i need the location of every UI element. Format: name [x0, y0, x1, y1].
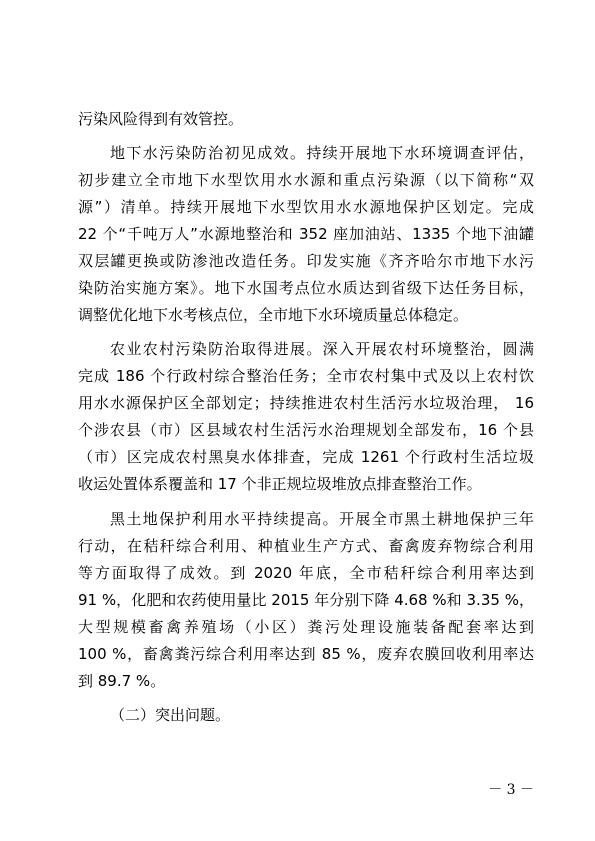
- text-line-7: 染防治实施方案》。地下水国考点位水质达到省级下达任务目标，: [78, 279, 534, 297]
- text-line-16: 行动，在秸秆综合利用、种植业生产方式、畜禽废弃物综合利用: [78, 537, 534, 555]
- text-line-17: 等方面取得了成效。到 2020 年底，全市秸秆综合利用率达到: [78, 564, 534, 582]
- text-line-10: 完成 186 个行政村综合整治任务；全市农村集中式及以上农村饮: [78, 367, 534, 385]
- text-line-13: （市）区完成农村黑臭水体排查，完成 1261 个行政村生活垃圾: [78, 448, 534, 466]
- text-line-21: 到 89.7 %。: [78, 672, 166, 690]
- text-line-18: 91 %，化肥和农药使用量比 2015 年分别下降 4.68 %和 3.35 %，: [78, 591, 534, 609]
- text-line-8: 调整优化地下水考核点位，全市地下水环境质量总体稳定。: [78, 306, 469, 324]
- text-line-20: 100 %，畜禽粪污综合利用率达到 85 %，废弃农膜回收利用率达: [78, 645, 534, 663]
- text-line-6: 双层罐更换或防渗池改造任务。印发实施《齐齐哈尔市地下水污: [78, 252, 534, 270]
- text-line-14: 收运处置体系覆盖和 17 个非正规垃圾堆放点排查整治工作。: [78, 475, 482, 493]
- text-line-11: 用水水源保护区全部划定；持续推进农村生活污水垃圾治理， 16: [78, 394, 534, 412]
- section-heading: （二）突出问题。: [110, 706, 231, 724]
- text-line-5: 22 个“千吨万人”水源地整治和 352 座加油站、1335 个地下油罐: [78, 225, 534, 243]
- page-number: － 3 －: [488, 782, 534, 798]
- text-line-4: 源”）清单。持续开展地下水型饮用水水源地保护区划定。完成: [78, 198, 534, 216]
- text-line-15: 黑土地保护利用水平持续提高。开展全市黑土耕地保护三年: [110, 510, 534, 528]
- text-line-3: 初步建立全市地下水型饮用水水源和重点污染源（以下简称“双: [78, 171, 534, 189]
- text-line-12: 个涉农县（市）区县域农村生活污水治理规划全部发布，16 个县: [78, 421, 534, 439]
- text-line-2: 地下水污染防治初见成效。持续开展地下水环境调查评估，: [110, 144, 534, 162]
- text-line-1: 污染风险得到有效管控。: [78, 110, 244, 128]
- text-line-9: 农业农村污染防治取得进展。深入开展农村环境整治，圆满: [110, 340, 534, 358]
- text-line-19: 大型规模畜禽养殖场（小区）粪污处理设施装备配套率达到: [78, 618, 534, 636]
